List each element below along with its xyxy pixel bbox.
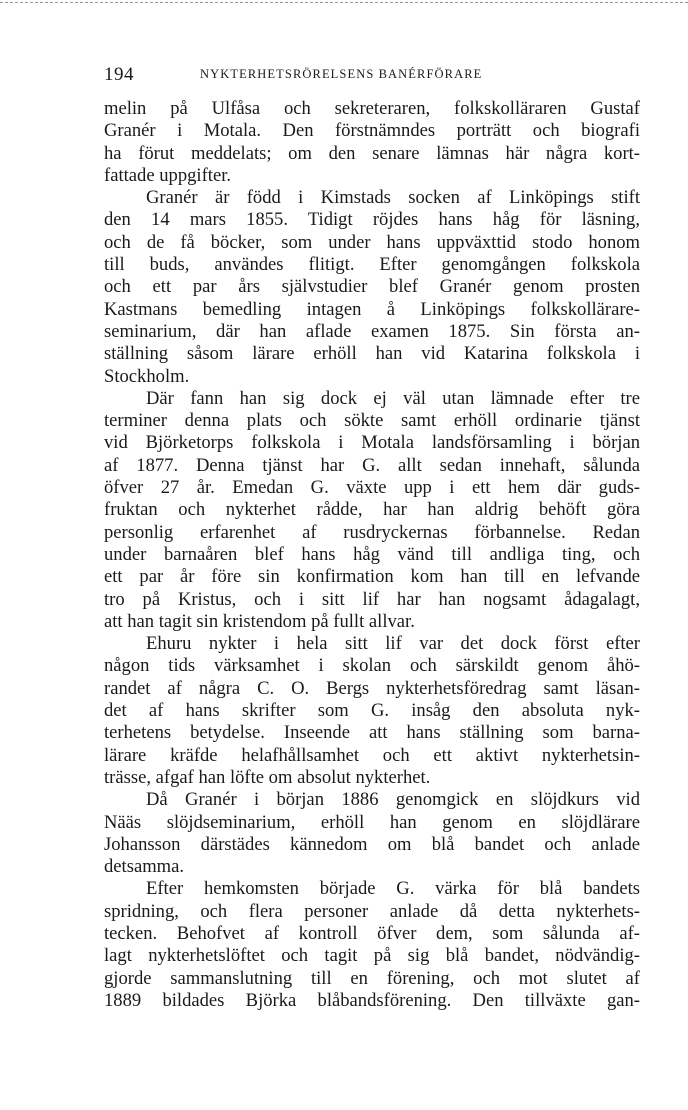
- body-text: [104, 98, 640, 1012]
- text-line: melin på Ulfåsa och sekreteraren, folkskolläraren Gustaf: [104, 98, 640, 119]
- running-title: NYKTERHETSRÖRELSENS BANÉRFÖRARE: [200, 67, 483, 81]
- text-line: Efter hemkomsten började G. värka för blå bandets: [146, 878, 640, 900]
- text-line: och de få böcker, som under hans uppväxttid stodo honom: [104, 231, 640, 253]
- text-line: under barnaåren blef hans håg vänd till andliga ting, och: [104, 543, 640, 565]
- page-number: 194: [104, 64, 134, 85]
- text-line: att han tagit sin kristendom på fullt allvar.: [104, 610, 415, 632]
- text-line: Granér är född i Kimstads socken af Linköpings stift: [146, 187, 640, 209]
- text-line: fruktan och nykterhet rådde, har han aldrig behöft göra: [104, 499, 640, 521]
- text-line: vid Björketorps folkskola i Motala landsförsamling i början: [104, 432, 640, 454]
- text-line: det af hans skrifter som G. insåg den absoluta nyk-: [104, 700, 640, 722]
- text-line: den 14 mars 1855. Tidigt röjdes hans håg för läsning,: [104, 209, 640, 231]
- text-line: fattade uppgifter.: [104, 164, 232, 186]
- text-line: randet af några C. O. Bergs nykterhetsföredrag samt läsan-: [104, 677, 640, 699]
- text-line: tecken. Behofvet af kontroll öfver dem, som sålunda af-: [104, 922, 640, 944]
- text-line: seminarium, där han aflade examen 1875. Sin första an-: [104, 320, 640, 342]
- text-line: spridning, och flera personer anlade då detta nykterhets-: [104, 900, 640, 922]
- text-line: trässe, afgaf han löfte om absolut nykterhet.: [104, 766, 431, 788]
- text-line: Ehuru nykter i hela sitt lif var det dock först efter: [146, 633, 640, 655]
- text-line: Johansson därstädes kännedom om blå bandet och anlade: [104, 833, 640, 855]
- running-head: [104, 64, 644, 88]
- text-line: af 1877. Denna tjänst har G. allt sedan innehaft, sålunda: [104, 454, 640, 476]
- text-line: någon tids värksamhet i skolan och särskildt genom åhö-: [104, 655, 640, 677]
- text-line: ha förut meddelats; om den senare lämnas här några kort-: [104, 142, 640, 164]
- text-line: terhetens betydelse. Inseende att hans ställning som barna-: [104, 722, 640, 744]
- text-line: terminer denna plats och sökte samt erhöll ordinarie tjänst: [104, 410, 640, 432]
- text-line: Då Granér i början 1886 genomgick en slöjdkurs vid: [146, 789, 640, 811]
- text-line: till buds, användes flitigt. Efter genomgången folkskola: [104, 254, 640, 276]
- text-line: Kastmans bemedling intagen å Linköpings folkskollärare-: [104, 298, 640, 320]
- page-edge-rule: [0, 2, 688, 3]
- text-line: 1889 bildades Björka blåbandsförening. Den tillväxte gan-: [104, 989, 640, 1011]
- text-line: öfver 27 år. Emedan G. växte upp i ett hem där guds-: [104, 477, 640, 499]
- text-line: gjorde sammanslutning till en förening, och mot slutet af: [104, 967, 640, 989]
- text-line: ett par år före sin konfirmation kom han till en lefvande: [104, 566, 640, 588]
- text-line: Där fann han sig dock ej väl utan lämnade efter tre: [146, 387, 640, 409]
- text-line: personlig erfarenhet af rusdryckernas förbannelse. Redan: [104, 521, 640, 543]
- text-line: Stockholm.: [104, 365, 190, 387]
- text-line: ställning såsom lärare erhöll han vid Katarina folkskola i: [104, 343, 640, 365]
- text-line: Granér i Motala. Den förstnämndes porträtt och biografi: [104, 120, 640, 142]
- text-line: lärare kräfde helafhållsamhet och ett aktivt nykterhetsin-: [104, 744, 640, 766]
- text-line: detsamma.: [104, 856, 185, 878]
- text-line: och ett par års självstudier blef Granér genom prosten: [104, 276, 640, 298]
- text-line: lagt nykterhetslöftet och tagit på sig blå bandet, nödvändig-: [104, 945, 640, 967]
- text-line: Nääs slöjdseminarium, erhöll han genom en slöjdlärare: [104, 811, 640, 833]
- text-line: tro på Kristus, och i sitt lif har han nogsamt ådagalagt,: [104, 588, 640, 610]
